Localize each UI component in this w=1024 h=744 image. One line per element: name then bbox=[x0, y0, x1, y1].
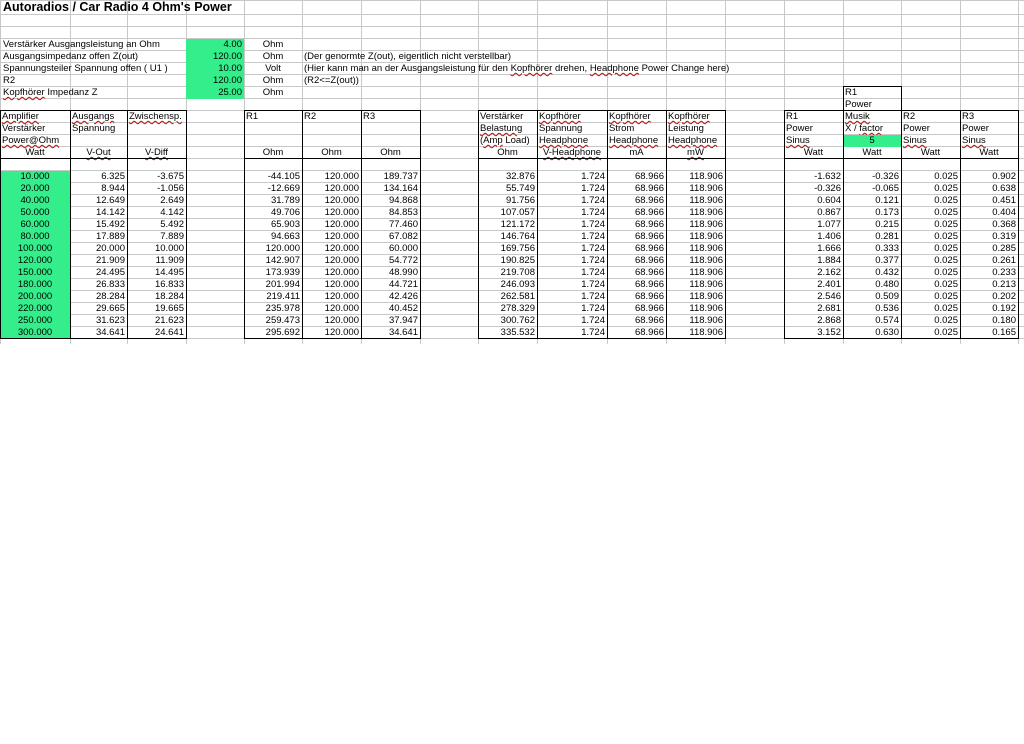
table-cell-v-diff[interactable]: 19.665 bbox=[154, 303, 184, 314]
table-cell-r3-power[interactable]: 0.180 bbox=[992, 315, 1016, 326]
header-power-ohm[interactable]: Verstärker bbox=[2, 123, 46, 134]
header-hp-voltage[interactable]: Spannung bbox=[539, 123, 583, 134]
table-cell-v-diff[interactable]: 5.492 bbox=[160, 219, 184, 230]
table-cell-r2-power[interactable]: 0.025 bbox=[934, 171, 958, 182]
table-cell-r3-power[interactable]: 0.261 bbox=[992, 255, 1016, 266]
table-cell-hp-current[interactable]: 68.966 bbox=[634, 327, 664, 338]
table-cell-amp-load[interactable]: 107.057 bbox=[500, 207, 535, 218]
header-hp-power[interactable]: Leistung bbox=[668, 123, 704, 134]
table-cell-r1-power[interactable]: 1.077 bbox=[817, 219, 841, 230]
table-cell-r3[interactable]: 34.641 bbox=[388, 327, 418, 338]
table-border bbox=[244, 110, 245, 339]
table-cell-r1[interactable]: 49.706 bbox=[270, 207, 300, 218]
header-hp-current[interactable]: Headphone bbox=[609, 135, 659, 146]
table-cell-r1-power[interactable]: 1.884 bbox=[817, 255, 841, 266]
table-border bbox=[960, 110, 961, 339]
table-cell-hp-voltage[interactable]: 1.724 bbox=[581, 207, 605, 218]
table-cell-r2-power[interactable]: 0.025 bbox=[934, 291, 958, 302]
table-cell-r1[interactable]: 142.907 bbox=[265, 255, 300, 266]
header-power-ohm[interactable]: Power@Ohm bbox=[2, 135, 60, 146]
table-cell-r2-power[interactable]: 0.025 bbox=[934, 183, 958, 194]
table-cell-musik-factor[interactable]: 0.432 bbox=[875, 267, 899, 278]
table-cell-r3[interactable]: 48.990 bbox=[388, 267, 418, 278]
table-cell-musik-factor[interactable]: 0.536 bbox=[875, 303, 899, 314]
table-cell-r3-power[interactable]: 0.404 bbox=[992, 207, 1016, 218]
table-cell-v-out[interactable]: 26.833 bbox=[95, 279, 125, 290]
header-r2-power[interactable]: Sinus bbox=[903, 135, 927, 146]
table-cell-r3-power[interactable]: 0.902 bbox=[992, 171, 1016, 182]
table-cell-r1-power[interactable]: 0.604 bbox=[817, 195, 841, 206]
table-cell-power-ohm[interactable]: 80.000 bbox=[0, 231, 70, 243]
table-border bbox=[361, 110, 362, 339]
header-r1-power[interactable]: R1 bbox=[786, 111, 799, 122]
table-border bbox=[537, 110, 538, 339]
table-cell-power-ohm[interactable]: 150.000 bbox=[0, 267, 70, 279]
param-unit[interactable]: Volt bbox=[265, 63, 281, 74]
table-cell-v-out[interactable]: 8.944 bbox=[101, 183, 125, 194]
musik-header-r1[interactable]: R1 bbox=[845, 87, 858, 98]
table-cell-hp-current[interactable]: 68.966 bbox=[634, 303, 664, 314]
table-cell-r2-power[interactable]: 0.025 bbox=[934, 243, 958, 254]
table-cell-hp-power[interactable]: 118.906 bbox=[689, 243, 723, 254]
table-cell-r1-power[interactable]: 3.152 bbox=[817, 327, 841, 338]
table-cell-r2[interactable]: 120.000 bbox=[324, 267, 359, 278]
table-border bbox=[0, 338, 187, 339]
unit-hp-voltage[interactable]: V-Headphone bbox=[542, 147, 602, 158]
table-cell-r3[interactable]: 77.460 bbox=[388, 219, 418, 230]
table-cell-r3-power[interactable]: 0.285 bbox=[992, 243, 1016, 254]
table-cell-r2-power[interactable]: 0.025 bbox=[934, 255, 958, 266]
param-note[interactable]: (Der genormte Z(out), eigentlich nicht verstellbar) bbox=[304, 51, 512, 62]
table-cell-hp-voltage[interactable]: 1.724 bbox=[581, 327, 605, 338]
param-value-input[interactable]: 4.00 bbox=[186, 39, 244, 51]
param-note[interactable]: (Hier kann man an der Ausgangsleistung für den Kopfhörer drehen, Headphone Power Change here) bbox=[304, 63, 730, 74]
table-cell-hp-voltage[interactable]: 1.724 bbox=[581, 171, 605, 182]
table-cell-r3-power[interactable]: 0.319 bbox=[992, 231, 1016, 242]
header-r3-power[interactable]: Power bbox=[962, 123, 989, 134]
table-cell-hp-power[interactable]: 118.906 bbox=[689, 183, 723, 194]
table-cell-amp-load[interactable]: 91.756 bbox=[505, 195, 535, 206]
unit-r2-power[interactable]: Watt bbox=[920, 147, 941, 158]
table-cell-r3-power[interactable]: 0.165 bbox=[992, 327, 1016, 338]
table-border bbox=[843, 110, 844, 339]
table-cell-power-ohm[interactable]: 100.000 bbox=[0, 243, 70, 255]
table-cell-r1-power[interactable]: 2.401 bbox=[817, 279, 841, 290]
unit-r1[interactable]: Ohm bbox=[262, 147, 284, 158]
table-cell-hp-current[interactable]: 68.966 bbox=[634, 279, 664, 290]
table-cell-hp-voltage[interactable]: 1.724 bbox=[581, 279, 605, 290]
table-cell-power-ohm[interactable]: 200.000 bbox=[0, 291, 70, 303]
header-amp-load[interactable]: Verstärker bbox=[480, 111, 524, 122]
table-cell-musik-factor[interactable]: 0.121 bbox=[875, 195, 899, 206]
param-label[interactable]: Verstärker Ausgangsleistung an Ohm bbox=[3, 39, 160, 50]
param-label[interactable]: Ausgangsimpedanz offen Z(out) bbox=[3, 51, 139, 62]
table-cell-power-ohm[interactable]: 20.000 bbox=[0, 183, 70, 195]
table-cell-v-diff[interactable]: 4.142 bbox=[160, 207, 184, 218]
table-cell-r2[interactable]: 120.000 bbox=[324, 291, 359, 302]
header-musik-factor[interactable]: Musik bbox=[845, 111, 870, 122]
table-cell-r3[interactable]: 94.868 bbox=[388, 195, 418, 206]
table-cell-amp-load[interactable]: 190.825 bbox=[500, 255, 535, 266]
table-cell-hp-voltage[interactable]: 1.724 bbox=[581, 315, 605, 326]
header-r2[interactable]: R2 bbox=[304, 111, 317, 122]
table-border bbox=[0, 110, 187, 111]
table-cell-hp-current[interactable]: 68.966 bbox=[634, 255, 664, 266]
unit-r1-power[interactable]: Watt bbox=[803, 147, 824, 158]
table-cell-hp-current[interactable]: 68.966 bbox=[634, 231, 664, 242]
table-cell-hp-power[interactable]: 118.906 bbox=[689, 171, 723, 182]
table-cell-r2-power[interactable]: 0.025 bbox=[934, 327, 958, 338]
unit-r3[interactable]: Ohm bbox=[380, 147, 401, 158]
table-cell-musik-factor[interactable]: 0.509 bbox=[875, 291, 899, 302]
header-hp-current[interactable]: Strom bbox=[609, 123, 635, 134]
table-cell-v-diff[interactable]: 11.909 bbox=[155, 255, 184, 266]
table-cell-hp-voltage[interactable]: 1.724 bbox=[581, 219, 605, 230]
table-cell-v-out[interactable]: 29.665 bbox=[95, 303, 125, 314]
table-cell-r2[interactable]: 120.000 bbox=[324, 279, 359, 290]
table-cell-v-diff[interactable]: 10.000 bbox=[154, 243, 184, 254]
table-cell-r2[interactable]: 120.000 bbox=[324, 219, 359, 230]
table-cell-amp-load[interactable]: 335.532 bbox=[500, 327, 535, 338]
table-cell-musik-factor[interactable]: -0.326 bbox=[872, 171, 899, 182]
header-hp-voltage[interactable]: Headphone bbox=[539, 135, 589, 146]
table-border bbox=[901, 110, 902, 339]
table-cell-amp-load[interactable]: 169.756 bbox=[500, 243, 535, 254]
table-cell-r1[interactable]: 120.000 bbox=[265, 243, 300, 254]
table-border bbox=[784, 110, 785, 339]
table-cell-musik-factor[interactable]: 0.630 bbox=[875, 327, 899, 338]
table-cell-r1[interactable]: 259.473 bbox=[265, 315, 300, 326]
table-cell-v-diff[interactable]: 14.495 bbox=[154, 267, 184, 278]
table-cell-r3-power[interactable]: 0.192 bbox=[992, 303, 1016, 314]
table-cell-hp-current[interactable]: 68.966 bbox=[634, 267, 664, 278]
gridline-row bbox=[0, 14, 1024, 15]
table-cell-v-out[interactable]: 6.325 bbox=[101, 171, 125, 182]
table-border bbox=[607, 110, 608, 339]
table-cell-musik-factor[interactable]: 0.574 bbox=[875, 315, 899, 326]
header-r3-power[interactable]: R3 bbox=[962, 111, 975, 122]
table-border bbox=[725, 110, 726, 339]
table-cell-r2[interactable]: 120.000 bbox=[324, 243, 359, 254]
param-unit[interactable]: Ohm bbox=[262, 51, 284, 62]
table-cell-r3[interactable]: 134.164 bbox=[383, 183, 418, 194]
table-cell-r2[interactable]: 120.000 bbox=[324, 207, 359, 218]
table-cell-amp-load[interactable]: 121.172 bbox=[500, 219, 535, 230]
table-cell-r1[interactable]: -44.105 bbox=[267, 171, 300, 182]
table-cell-v-diff[interactable]: 18.284 bbox=[154, 291, 184, 302]
table-cell-r1-power[interactable]: 2.681 bbox=[817, 303, 841, 314]
musik-header-power[interactable]: Power bbox=[845, 99, 872, 110]
table-cell-power-ohm[interactable]: 120.000 bbox=[0, 255, 70, 267]
table-cell-hp-voltage[interactable]: 1.724 bbox=[581, 303, 605, 314]
table-cell-amp-load[interactable]: 55.749 bbox=[505, 183, 535, 194]
header-power-ohm[interactable]: Amplifier bbox=[2, 111, 39, 122]
param-note[interactable]: (R2<=Z(out)) bbox=[304, 75, 359, 86]
unit-r3-power[interactable]: Watt bbox=[979, 147, 999, 158]
table-cell-r2-power[interactable]: 0.025 bbox=[934, 231, 958, 242]
table-cell-amp-load[interactable]: 300.762 bbox=[500, 315, 535, 326]
table-border bbox=[666, 110, 667, 339]
table-border bbox=[186, 110, 187, 339]
table-border bbox=[1018, 110, 1019, 339]
table-cell-r2[interactable]: 120.000 bbox=[324, 327, 359, 338]
table-cell-hp-voltage[interactable]: 1.724 bbox=[581, 231, 605, 242]
table-cell-r2-power[interactable]: 0.025 bbox=[934, 195, 958, 206]
table-border bbox=[843, 86, 844, 111]
table-cell-r2[interactable]: 120.000 bbox=[324, 171, 359, 182]
table-cell-r1[interactable]: -12.669 bbox=[267, 183, 300, 194]
table-border bbox=[420, 110, 421, 339]
table-cell-r1[interactable]: 173.939 bbox=[265, 267, 300, 278]
table-cell-r3[interactable]: 40.452 bbox=[388, 303, 418, 314]
table-cell-hp-voltage[interactable]: 1.724 bbox=[581, 267, 605, 278]
table-cell-r1[interactable]: 235.978 bbox=[265, 303, 300, 314]
table-cell-v-diff[interactable]: 21.623 bbox=[154, 315, 184, 326]
table-border bbox=[478, 158, 726, 159]
table-cell-v-out[interactable]: 17.889 bbox=[95, 231, 125, 242]
header-hp-voltage[interactable]: Kopfhörer bbox=[539, 111, 581, 122]
header-v-out[interactable]: Spannung bbox=[72, 123, 116, 134]
header-v-diff[interactable]: Zwischensp. bbox=[129, 111, 182, 122]
param-unit[interactable]: Ohm bbox=[262, 87, 284, 98]
table-cell-hp-power[interactable]: 118.906 bbox=[689, 327, 723, 338]
table-border bbox=[478, 338, 726, 339]
table-cell-hp-power[interactable]: 118.906 bbox=[689, 303, 723, 314]
unit-hp-current[interactable]: mA bbox=[629, 147, 644, 158]
table-cell-r1-power[interactable]: 1.406 bbox=[817, 231, 841, 242]
table-cell-r1[interactable]: 201.994 bbox=[265, 279, 300, 290]
table-cell-r2[interactable]: 120.000 bbox=[324, 315, 359, 326]
param-label[interactable]: Spannungsteiler Spannung offen ( U1 ) bbox=[3, 63, 168, 74]
table-cell-amp-load[interactable]: 219.708 bbox=[500, 267, 535, 278]
table-cell-r1[interactable]: 65.903 bbox=[270, 219, 300, 230]
table-cell-r3[interactable]: 44.721 bbox=[388, 279, 418, 290]
header-hp-power[interactable]: Kopfhörer bbox=[668, 111, 710, 122]
table-cell-v-out[interactable]: 12.649 bbox=[95, 195, 125, 206]
table-cell-hp-current[interactable]: 68.966 bbox=[634, 291, 664, 302]
table-cell-musik-factor[interactable]: 0.173 bbox=[875, 207, 899, 218]
table-cell-r3-power[interactable]: 0.202 bbox=[992, 291, 1016, 302]
table-cell-musik-factor[interactable]: 0.215 bbox=[875, 219, 899, 230]
table-cell-r2-power[interactable]: 0.025 bbox=[934, 267, 958, 278]
table-border bbox=[127, 110, 128, 339]
table-border bbox=[478, 110, 479, 339]
unit-v-out[interactable]: V-Out bbox=[86, 147, 111, 158]
table-cell-v-out[interactable]: 14.142 bbox=[95, 207, 125, 218]
table-cell-hp-voltage[interactable]: 1.724 bbox=[581, 243, 605, 254]
unit-musik-factor[interactable]: Watt bbox=[862, 147, 882, 158]
table-cell-hp-voltage[interactable]: 1.724 bbox=[581, 291, 605, 302]
table-cell-v-out[interactable]: 28.284 bbox=[95, 291, 125, 302]
table-border bbox=[70, 110, 71, 339]
table-cell-musik-factor[interactable]: -0.065 bbox=[872, 183, 899, 194]
table-cell-amp-load[interactable]: 278.329 bbox=[500, 303, 535, 314]
table-cell-r1-power[interactable]: 2.546 bbox=[817, 291, 841, 302]
table-cell-v-diff[interactable]: 7.889 bbox=[160, 231, 184, 242]
table-cell-r2-power[interactable]: 0.025 bbox=[934, 315, 958, 326]
table-cell-hp-power[interactable]: 118.906 bbox=[689, 255, 723, 266]
header-r2-power[interactable]: Power bbox=[903, 123, 930, 134]
table-cell-hp-power[interactable]: 118.906 bbox=[689, 195, 723, 206]
table-cell-musik-factor[interactable]: 0.377 bbox=[875, 255, 899, 266]
table-cell-r3[interactable]: 60.000 bbox=[388, 243, 418, 254]
table-cell-r3[interactable]: 84.853 bbox=[388, 207, 418, 218]
table-cell-hp-current[interactable]: 68.966 bbox=[634, 243, 664, 254]
unit-power-ohm[interactable]: Watt bbox=[25, 147, 45, 158]
header-v-out[interactable]: Ausgangs bbox=[72, 111, 115, 122]
table-cell-hp-current[interactable]: 68.966 bbox=[634, 207, 664, 218]
table-cell-power-ohm[interactable]: 40.000 bbox=[0, 195, 70, 207]
table-cell-v-diff[interactable]: 16.833 bbox=[154, 279, 184, 290]
table-cell-r1[interactable]: 295.692 bbox=[265, 327, 300, 338]
table-cell-power-ohm[interactable]: 250.000 bbox=[0, 315, 70, 327]
table-cell-r3[interactable]: 189.737 bbox=[383, 171, 418, 182]
table-cell-amp-load[interactable]: 32.876 bbox=[505, 171, 535, 182]
table-cell-r2-power[interactable]: 0.025 bbox=[934, 303, 958, 314]
table-cell-v-diff[interactable]: -1.056 bbox=[157, 183, 184, 194]
table-cell-v-diff[interactable]: 24.641 bbox=[154, 327, 184, 338]
table-cell-r2-power[interactable]: 0.025 bbox=[934, 279, 958, 290]
table-cell-r2-power[interactable]: 0.025 bbox=[934, 207, 958, 218]
header-r2-power[interactable]: R2 bbox=[903, 111, 916, 122]
table-cell-r1-power[interactable]: -0.326 bbox=[814, 183, 841, 194]
table-cell-hp-power[interactable]: 118.906 bbox=[689, 231, 723, 242]
table-cell-musik-factor[interactable]: 0.333 bbox=[875, 243, 899, 254]
table-cell-hp-voltage[interactable]: 1.724 bbox=[581, 255, 605, 266]
table-cell-power-ohm[interactable]: 180.000 bbox=[0, 279, 70, 291]
table-cell-v-diff[interactable]: 2.649 bbox=[160, 195, 184, 206]
table-cell-hp-current[interactable]: 68.966 bbox=[634, 315, 664, 326]
table-cell-hp-current[interactable]: 68.966 bbox=[634, 195, 664, 206]
table-cell-hp-power[interactable]: 118.906 bbox=[689, 279, 723, 290]
table-cell-power-ohm[interactable]: 60.000 bbox=[0, 219, 70, 231]
table-cell-musik-factor[interactable]: 0.480 bbox=[875, 279, 899, 290]
param-value-input[interactable]: 10.00 bbox=[186, 63, 244, 75]
table-cell-r2[interactable]: 120.000 bbox=[324, 231, 359, 242]
header-r3-power[interactable]: Sinus bbox=[962, 135, 986, 146]
table-cell-r1[interactable]: 219.411 bbox=[266, 291, 300, 302]
header-r3[interactable]: R3 bbox=[363, 111, 376, 122]
table-border bbox=[901, 86, 902, 111]
table-border bbox=[244, 338, 421, 339]
table-cell-r1[interactable]: 94.663 bbox=[270, 231, 300, 242]
table-cell-hp-current[interactable]: 68.966 bbox=[634, 219, 664, 230]
table-cell-r3-power[interactable]: 0.451 bbox=[992, 195, 1016, 206]
table-cell-r1-power[interactable]: 2.162 bbox=[817, 267, 841, 278]
musik-factor-input[interactable]: 5 bbox=[843, 135, 901, 147]
header-r1[interactable]: R1 bbox=[246, 111, 259, 122]
table-cell-r3[interactable]: 54.772 bbox=[388, 255, 418, 266]
table-cell-r3[interactable]: 37.947 bbox=[388, 315, 418, 326]
header-hp-power[interactable]: Headphone bbox=[668, 135, 718, 146]
table-cell-power-ohm[interactable]: 10.000 bbox=[0, 171, 70, 183]
table-cell-power-ohm[interactable]: 50.000 bbox=[0, 207, 70, 219]
table-cell-r1-power[interactable]: 0.867 bbox=[817, 207, 841, 218]
table-cell-v-out[interactable]: 24.495 bbox=[95, 267, 125, 278]
table-cell-r1-power[interactable]: -1.632 bbox=[814, 171, 841, 182]
table-cell-r3-power[interactable]: 0.368 bbox=[992, 219, 1016, 230]
table-border bbox=[0, 158, 187, 159]
param-label[interactable]: Kopfhörer Impedanz Z bbox=[3, 87, 98, 98]
table-cell-hp-power[interactable]: 118.906 bbox=[689, 315, 723, 326]
table-cell-hp-voltage[interactable]: 1.724 bbox=[581, 195, 605, 206]
table-cell-power-ohm[interactable]: 220.000 bbox=[0, 303, 70, 315]
param-unit[interactable]: Ohm bbox=[262, 39, 284, 50]
table-cell-r2-power[interactable]: 0.025 bbox=[934, 219, 958, 230]
table-cell-r3-power[interactable]: 0.213 bbox=[992, 279, 1016, 290]
table-cell-v-out[interactable]: 15.492 bbox=[95, 219, 125, 230]
page-title[interactable]: Autoradios / Car Radio 4 Ohm's Power bbox=[3, 0, 232, 14]
header-amp-load[interactable]: (Amp Load) bbox=[480, 135, 530, 146]
table-cell-r3-power[interactable]: 0.233 bbox=[992, 267, 1016, 278]
table-cell-hp-current[interactable]: 68.966 bbox=[634, 171, 664, 182]
table-cell-v-out[interactable]: 34.641 bbox=[95, 327, 125, 338]
table-border bbox=[302, 110, 303, 339]
param-unit[interactable]: Ohm bbox=[262, 75, 284, 86]
table-cell-musik-factor[interactable]: 0.281 bbox=[875, 231, 899, 242]
header-amp-load[interactable]: Belastung bbox=[480, 123, 523, 134]
table-cell-r3[interactable]: 67.082 bbox=[388, 231, 418, 242]
table-cell-r2[interactable]: 120.000 bbox=[324, 183, 359, 194]
table-cell-amp-load[interactable]: 262.581 bbox=[500, 291, 535, 302]
param-value-input[interactable]: 120.00 bbox=[186, 51, 244, 63]
table-cell-amp-load[interactable]: 146.764 bbox=[500, 231, 535, 242]
table-border bbox=[0, 110, 1, 339]
table-cell-hp-voltage[interactable]: 1.724 bbox=[581, 183, 605, 194]
table-cell-r2[interactable]: 120.000 bbox=[324, 303, 359, 314]
param-value-input[interactable]: 25.00 bbox=[186, 87, 244, 99]
table-cell-v-out[interactable]: 21.909 bbox=[95, 255, 125, 266]
table-cell-r1[interactable]: 31.789 bbox=[270, 195, 300, 206]
table-cell-r3-power[interactable]: 0.638 bbox=[992, 183, 1016, 194]
table-cell-power-ohm[interactable]: 300.000 bbox=[0, 327, 70, 339]
table-cell-amp-load[interactable]: 246.093 bbox=[500, 279, 535, 290]
table-cell-v-diff[interactable]: -3.675 bbox=[157, 171, 184, 182]
table-cell-r1-power[interactable]: 1.666 bbox=[817, 243, 841, 254]
param-value-input[interactable]: 120.00 bbox=[186, 75, 244, 87]
table-cell-v-out[interactable]: 31.623 bbox=[95, 315, 125, 326]
header-hp-current[interactable]: Kopfhörer bbox=[609, 111, 651, 122]
param-label[interactable]: R2 bbox=[3, 75, 16, 86]
table-cell-hp-power[interactable]: 118.906 bbox=[689, 207, 723, 218]
table-cell-v-out[interactable]: 20.000 bbox=[95, 243, 125, 254]
table-border bbox=[244, 158, 421, 159]
table-cell-hp-power[interactable]: 118.906 bbox=[689, 219, 723, 230]
unit-amp-load[interactable]: Ohm bbox=[497, 147, 518, 158]
header-musik-factor[interactable]: X / factor bbox=[845, 123, 884, 134]
table-cell-r3[interactable]: 42.426 bbox=[388, 291, 418, 302]
unit-v-diff[interactable]: V-Diff bbox=[144, 147, 169, 158]
table-cell-r2[interactable]: 120.000 bbox=[324, 255, 359, 266]
table-border bbox=[843, 86, 902, 87]
unit-r2[interactable]: Ohm bbox=[321, 147, 342, 158]
gridline-row bbox=[0, 26, 1024, 27]
table-cell-hp-current[interactable]: 68.966 bbox=[634, 183, 664, 194]
table-border bbox=[478, 110, 726, 111]
unit-hp-power[interactable]: mW bbox=[687, 147, 704, 158]
header-r1-power[interactable]: Power bbox=[786, 123, 813, 134]
table-cell-r1-power[interactable]: 2.868 bbox=[817, 315, 841, 326]
table-border bbox=[244, 110, 421, 111]
table-cell-hp-power[interactable]: 118.906 bbox=[689, 267, 723, 278]
header-r1-power[interactable]: Sinus bbox=[786, 135, 810, 146]
table-cell-hp-power[interactable]: 118.906 bbox=[689, 291, 723, 302]
table-cell-r2[interactable]: 120.000 bbox=[324, 195, 359, 206]
